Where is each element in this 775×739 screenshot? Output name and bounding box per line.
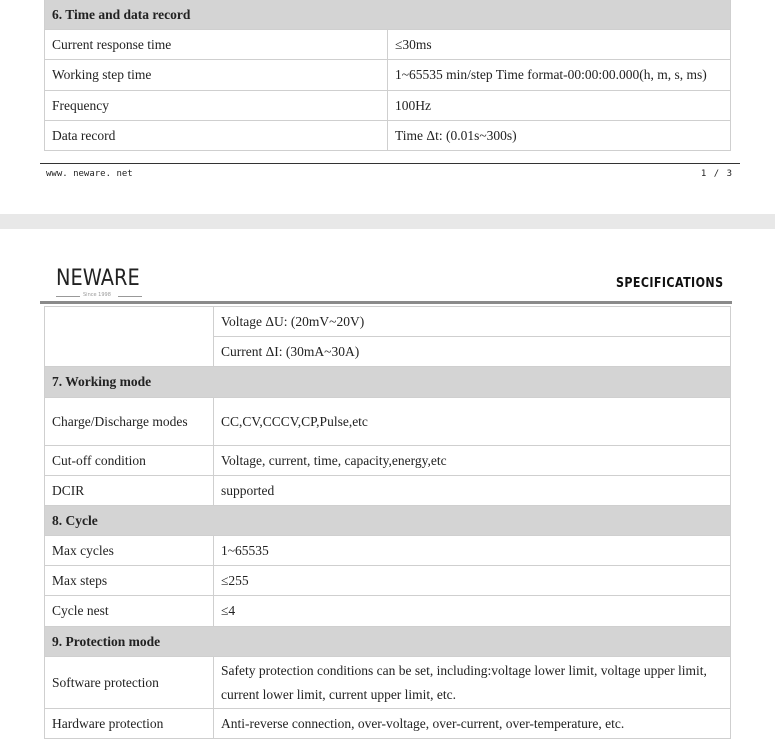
section-title: 8. Cycle bbox=[45, 506, 731, 536]
table-row bbox=[45, 566, 731, 596]
table-row bbox=[45, 91, 731, 121]
row-label: Charge/Discharge modes bbox=[45, 398, 214, 446]
row-value: Time Δt: (0.01s~300s) bbox=[388, 121, 731, 151]
document-page-2 bbox=[0, 229, 775, 737]
row-value: Anti-reverse connection, over-voltage, over-current, over-temperature, etc. bbox=[214, 709, 731, 739]
section-title: 9. Protection mode bbox=[45, 627, 731, 657]
row-value: Current ΔI: (30mA~30A) bbox=[214, 337, 731, 367]
row-label: DCIR bbox=[45, 476, 214, 506]
section-header-protection bbox=[45, 627, 731, 657]
table-row bbox=[45, 709, 731, 739]
logo-rule-left bbox=[56, 296, 80, 297]
logo-subtitle bbox=[56, 292, 142, 300]
page-gap bbox=[0, 214, 775, 229]
table-row bbox=[45, 121, 731, 151]
row-label: Frequency bbox=[45, 91, 388, 121]
table-row bbox=[45, 536, 731, 566]
time-data-record-table bbox=[44, 0, 731, 151]
row-value: 100Hz bbox=[388, 91, 731, 121]
row-value: 1~65535 bbox=[214, 536, 731, 566]
table-row bbox=[45, 307, 731, 337]
section-title: 6. Time and data record bbox=[45, 0, 731, 30]
section-header-working-mode bbox=[45, 367, 731, 398]
row-label: Hardware protection bbox=[45, 709, 214, 739]
section-title: 7. Working mode bbox=[45, 367, 731, 398]
row-label-empty bbox=[45, 307, 214, 367]
footer-divider bbox=[40, 163, 740, 164]
logo-since: Since 1998 bbox=[83, 292, 111, 298]
logo-rule-right bbox=[118, 296, 142, 297]
row-label: Cut-off condition bbox=[45, 446, 214, 476]
row-value: ≤255 bbox=[214, 566, 731, 596]
table-row bbox=[45, 398, 731, 446]
header-divider bbox=[40, 301, 732, 304]
table-row bbox=[45, 30, 731, 60]
footer-url: www. neware. net bbox=[46, 169, 133, 179]
document-page-1 bbox=[0, 0, 775, 214]
row-value: CC,CV,CCCV,CP,Pulse,etc bbox=[214, 398, 731, 446]
logo-text: NEWARE bbox=[56, 266, 140, 291]
row-value: Voltage, current, time, capacity,energy,etc bbox=[214, 446, 731, 476]
row-value: Voltage ΔU: (20mV~20V) bbox=[214, 307, 731, 337]
row-value: Safety protection conditions can be set, including:voltage lower limit, voltage upper limit, current lower limit, current upper limit, etc. bbox=[214, 657, 731, 709]
table-row bbox=[45, 596, 731, 627]
row-label: Max cycles bbox=[45, 536, 214, 566]
section-header-cycle bbox=[45, 506, 731, 536]
table-row bbox=[45, 657, 731, 709]
page-number: 1 / 3 bbox=[700, 169, 733, 179]
page-title: SPECIFICATIONS bbox=[615, 276, 723, 291]
neware-logo bbox=[56, 266, 151, 298]
row-label: Current response time bbox=[45, 30, 388, 60]
row-value: 1~65535 min/step Time format-00:00:00.000(h, m, s, ms) bbox=[388, 60, 731, 91]
row-label: Working step time bbox=[45, 60, 388, 91]
row-value: supported bbox=[214, 476, 731, 506]
table-row bbox=[45, 60, 731, 91]
row-value: ≤30ms bbox=[388, 30, 731, 60]
row-value: ≤4 bbox=[214, 596, 731, 627]
specifications-table bbox=[44, 306, 731, 739]
row-label: Max steps bbox=[45, 566, 214, 596]
row-label: Data record bbox=[45, 121, 388, 151]
row-label: Software protection bbox=[45, 657, 214, 709]
section-header-time bbox=[45, 0, 731, 30]
table-row bbox=[45, 476, 731, 506]
row-label: Cycle nest bbox=[45, 596, 214, 627]
table-row bbox=[45, 446, 731, 476]
